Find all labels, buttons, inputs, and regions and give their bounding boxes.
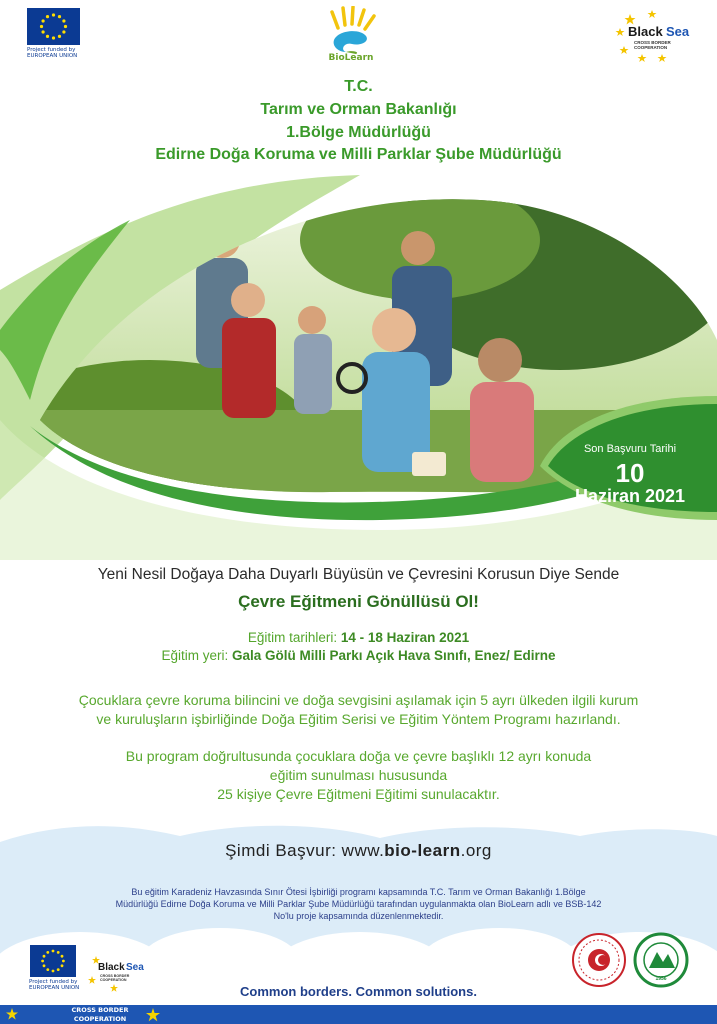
strip-line1: CROSS BORDER [71, 1006, 129, 1014]
national-parks-seal [633, 932, 689, 988]
footer-note-line3: No'lu proje kapsamında düzenlenmektedir. [273, 911, 444, 921]
svg-text:COOPERATION: COOPERATION [634, 45, 668, 50]
biolearn-name: BioLearn [328, 53, 374, 63]
footer-slogan: Common borders. Common solutions. [240, 984, 477, 999]
training-dates [0, 630, 717, 645]
training-place-label: Eğitim yeri: [161, 648, 232, 663]
deadline-month-year: Haziran 2021 [574, 486, 686, 506]
svg-text:COOPERATION: COOPERATION [100, 978, 127, 982]
footer-strip-label [60, 1005, 140, 1024]
apply-prefix: Şimdi Başvur: www. [225, 841, 385, 860]
training-dates-value: 14 - 18 Haziran 2021 [340, 630, 470, 645]
svg-text:Sea: Sea [126, 962, 144, 973]
header-tc: T.C. [344, 78, 373, 95]
strip-line2: COOPERATION [73, 1015, 127, 1023]
deadline-day: 10 [615, 458, 645, 488]
para1-line1: Çocuklara çevre koruma bilincini ve doğa sevgisini aşılamak için 5 ayrı ülkeden ilgili kurum [78, 692, 639, 708]
para2-line1: Bu program doğrultusunda çocuklara doğa ve çevre başlıklı 12 ayrı konuda [125, 748, 592, 764]
svg-text:Black: Black [628, 24, 663, 39]
eu-caption [27, 47, 107, 59]
eu-flag-logo [27, 8, 80, 45]
svg-text:Sea: Sea [666, 24, 690, 39]
footer-note-line1: Bu eğitim Karadeniz Havzasında Sınır Ötesi İşbirliği programı kapsamında T.C. Tarım ve Orman Bakanlığı 1.Bölge [131, 887, 586, 897]
training-place-value: Gala Gölü Milli Parkı Açık Hava Sınıfı, Enez/ Edirne [231, 648, 556, 663]
eu-caption-footer-line1: Project funded by [29, 979, 78, 985]
eu-caption-footer-line2: EUROPEAN UNION [29, 985, 80, 991]
main-slogan: Yeni Nesil Doğaya Daha Duyarlı Büyüsün ve Çevresini Korusun Diye Sende [97, 566, 620, 583]
eu-flag-logo-footer [30, 945, 76, 977]
header-directorate: 1.Bölge Müdürlüğü [286, 124, 431, 141]
main-title: Çevre Eğitmeni Gönüllüsü Ol! [238, 592, 479, 611]
star-icon [146, 1007, 160, 1021]
training-place [0, 648, 717, 663]
seal-year: 1956 [655, 976, 667, 982]
svg-text:Black: Black [98, 962, 125, 973]
ministry-seal [571, 932, 627, 988]
eu-caption-line1: Project funded by [27, 47, 76, 53]
apply-suffix: .org [460, 841, 492, 860]
apply-domain: bio-learn [384, 841, 461, 860]
eu-caption-line2: EUROPEAN UNION [27, 53, 78, 59]
para1-line2: ve kuruluşların işbirliğinde Doğa Eğitim Serisi ve Eğitim Yöntem Programı hazırlandı. [96, 711, 621, 727]
para2-line3: 25 kişiye Çevre Eğitmeni Eğitimi sunulacaktır. [217, 786, 500, 802]
header-branch: Edirne Doğa Koruma ve Milli Parklar Şube Müdürlüğü [155, 146, 562, 163]
svg-text:CROSS BORDER: CROSS BORDER [100, 974, 130, 978]
svg-text:CROSS BORDER: CROSS BORDER [634, 40, 671, 45]
blacksea-logo [612, 8, 694, 64]
header-ministry: Tarım ve Orman Bakanlığı [260, 101, 457, 118]
para2-line2: eğitim sunulması hususunda [269, 767, 448, 783]
deadline-label: Son Başvuru Tarihi [583, 443, 677, 455]
apply-link[interactable] [0, 841, 717, 861]
training-dates-label: Eğitim tarihleri: [247, 630, 341, 645]
footer-note-line2: Müdürlüğü Edirne Doğa Koruma ve Milli Parklar Şube Müdürlüğü tarafından uygulanmakta olan BioLearn adlı ve BSB-142 [115, 899, 602, 909]
